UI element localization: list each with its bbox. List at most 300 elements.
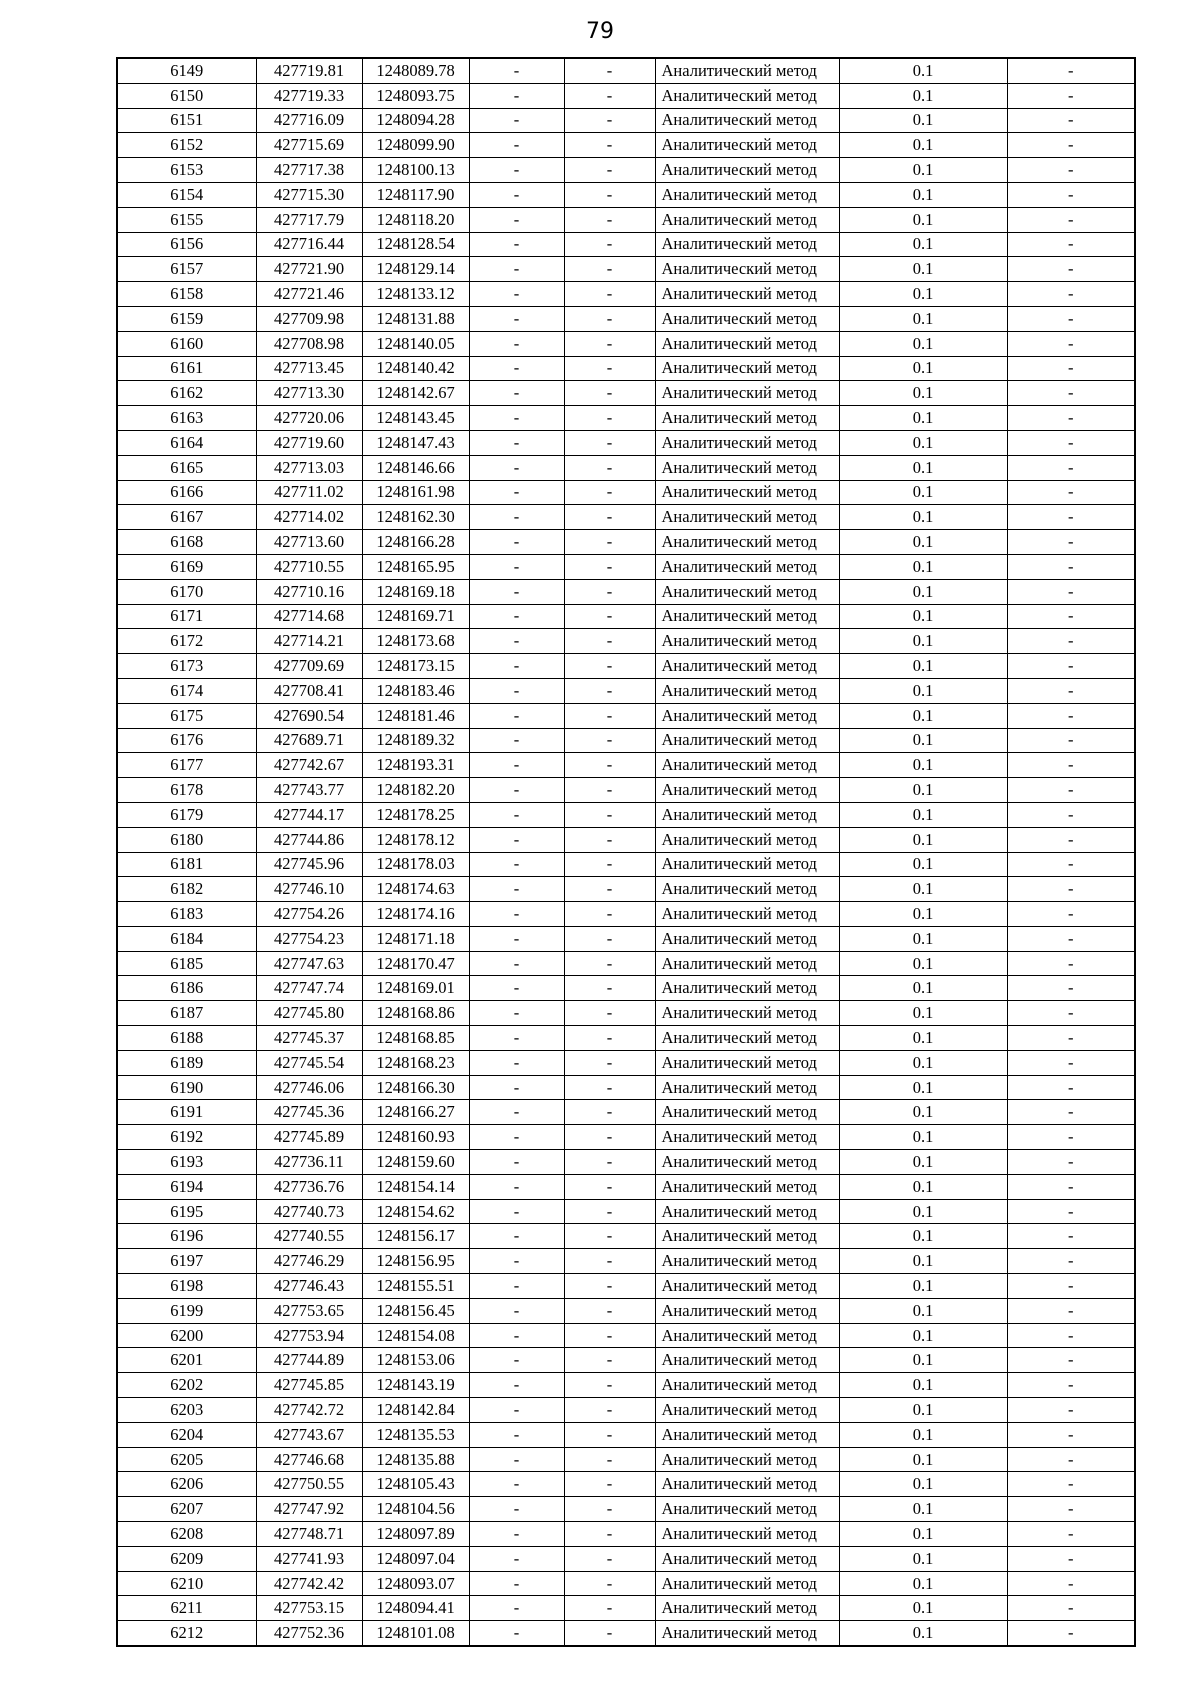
point-number-cell: 6155 (117, 207, 256, 232)
method-cell: Аналитический метод (655, 158, 839, 183)
y-coordinate-cell: 1248173.15 (362, 654, 469, 679)
method-cell: Аналитический метод (655, 455, 839, 480)
point-number-cell: 6194 (117, 1174, 256, 1199)
point-number-cell: 6203 (117, 1398, 256, 1423)
y-coordinate-cell: 1248093.75 (362, 83, 469, 108)
y-coordinate-cell: 1248182.20 (362, 778, 469, 803)
empty-cell-a: - (469, 1150, 564, 1175)
empty-cell-c: - (1007, 802, 1135, 827)
table-row (117, 604, 1135, 629)
empty-cell-c: - (1007, 1323, 1135, 1348)
x-coordinate-cell: 427708.41 (256, 678, 362, 703)
empty-cell-b: - (564, 1001, 655, 1026)
empty-cell-a: - (469, 1596, 564, 1621)
empty-cell-a: - (469, 158, 564, 183)
method-cell: Аналитический метод (655, 802, 839, 827)
accuracy-cell: 0.1 (839, 1546, 1007, 1571)
x-coordinate-cell: 427748.71 (256, 1522, 362, 1547)
table-row (117, 331, 1135, 356)
accuracy-cell: 0.1 (839, 1199, 1007, 1224)
y-coordinate-cell: 1248169.18 (362, 579, 469, 604)
empty-cell-b: - (564, 232, 655, 257)
accuracy-cell: 0.1 (839, 852, 1007, 877)
empty-cell-b: - (564, 430, 655, 455)
y-coordinate-cell: 1248097.89 (362, 1522, 469, 1547)
empty-cell-c: - (1007, 1298, 1135, 1323)
empty-cell-b: - (564, 1323, 655, 1348)
method-cell: Аналитический метод (655, 728, 839, 753)
x-coordinate-cell: 427740.55 (256, 1224, 362, 1249)
table-row (117, 1100, 1135, 1125)
empty-cell-b: - (564, 1497, 655, 1522)
method-cell: Аналитический метод (655, 579, 839, 604)
y-coordinate-cell: 1248173.68 (362, 629, 469, 654)
table-row (117, 282, 1135, 307)
table-row (117, 133, 1135, 158)
y-coordinate-cell: 1248178.03 (362, 852, 469, 877)
table-row (117, 207, 1135, 232)
empty-cell-a: - (469, 331, 564, 356)
table-row (117, 1472, 1135, 1497)
y-coordinate-cell: 1248169.01 (362, 976, 469, 1001)
method-cell: Аналитический метод (655, 282, 839, 307)
point-number-cell: 6173 (117, 654, 256, 679)
accuracy-cell: 0.1 (839, 480, 1007, 505)
y-coordinate-cell: 1248104.56 (362, 1497, 469, 1522)
accuracy-cell: 0.1 (839, 58, 1007, 83)
empty-cell-b: - (564, 778, 655, 803)
accuracy-cell: 0.1 (839, 1522, 1007, 1547)
y-coordinate-cell: 1248118.20 (362, 207, 469, 232)
empty-cell-b: - (564, 902, 655, 927)
empty-cell-b: - (564, 554, 655, 579)
method-cell: Аналитический метод (655, 703, 839, 728)
method-cell: Аналитический метод (655, 1026, 839, 1051)
method-cell: Аналитический метод (655, 1050, 839, 1075)
table-row (117, 902, 1135, 927)
y-coordinate-cell: 1248174.16 (362, 902, 469, 927)
empty-cell-c: - (1007, 381, 1135, 406)
empty-cell-b: - (564, 1596, 655, 1621)
table-row (117, 827, 1135, 852)
accuracy-cell: 0.1 (839, 133, 1007, 158)
accuracy-cell: 0.1 (839, 257, 1007, 282)
empty-cell-c: - (1007, 1249, 1135, 1274)
empty-cell-c: - (1007, 282, 1135, 307)
y-coordinate-cell: 1248169.71 (362, 604, 469, 629)
table-row (117, 1621, 1135, 1646)
accuracy-cell: 0.1 (839, 1323, 1007, 1348)
empty-cell-a: - (469, 1447, 564, 1472)
point-number-cell: 6154 (117, 182, 256, 207)
x-coordinate-cell: 427753.65 (256, 1298, 362, 1323)
empty-cell-a: - (469, 58, 564, 83)
point-number-cell: 6157 (117, 257, 256, 282)
empty-cell-b: - (564, 505, 655, 530)
y-coordinate-cell: 1248174.63 (362, 877, 469, 902)
method-cell: Аналитический метод (655, 1571, 839, 1596)
accuracy-cell: 0.1 (839, 1447, 1007, 1472)
empty-cell-a: - (469, 1472, 564, 1497)
x-coordinate-cell: 427719.33 (256, 83, 362, 108)
accuracy-cell: 0.1 (839, 629, 1007, 654)
empty-cell-c: - (1007, 926, 1135, 951)
table-row (117, 1224, 1135, 1249)
empty-cell-b: - (564, 852, 655, 877)
table-body (117, 58, 1135, 1646)
empty-cell-a: - (469, 604, 564, 629)
empty-cell-b: - (564, 1546, 655, 1571)
point-number-cell: 6186 (117, 976, 256, 1001)
point-number-cell: 6181 (117, 852, 256, 877)
method-cell: Аналитический метод (655, 753, 839, 778)
y-coordinate-cell: 1248129.14 (362, 257, 469, 282)
empty-cell-c: - (1007, 232, 1135, 257)
y-coordinate-cell: 1248181.46 (362, 703, 469, 728)
x-coordinate-cell: 427742.72 (256, 1398, 362, 1423)
empty-cell-c: - (1007, 852, 1135, 877)
x-coordinate-cell: 427708.98 (256, 331, 362, 356)
empty-cell-b: - (564, 703, 655, 728)
point-number-cell: 6212 (117, 1621, 256, 1646)
table-row (117, 877, 1135, 902)
empty-cell-b: - (564, 753, 655, 778)
empty-cell-b: - (564, 282, 655, 307)
x-coordinate-cell: 427721.90 (256, 257, 362, 282)
empty-cell-a: - (469, 1621, 564, 1646)
empty-cell-c: - (1007, 158, 1135, 183)
empty-cell-b: - (564, 951, 655, 976)
method-cell: Аналитический метод (655, 778, 839, 803)
table-row (117, 1001, 1135, 1026)
empty-cell-b: - (564, 1571, 655, 1596)
y-coordinate-cell: 1248183.46 (362, 678, 469, 703)
method-cell: Аналитический метод (655, 1224, 839, 1249)
empty-cell-c: - (1007, 629, 1135, 654)
empty-cell-b: - (564, 1447, 655, 1472)
y-coordinate-cell: 1248128.54 (362, 232, 469, 257)
point-number-cell: 6158 (117, 282, 256, 307)
empty-cell-c: - (1007, 728, 1135, 753)
accuracy-cell: 0.1 (839, 1224, 1007, 1249)
empty-cell-c: - (1007, 1274, 1135, 1299)
empty-cell-b: - (564, 877, 655, 902)
empty-cell-a: - (469, 753, 564, 778)
empty-cell-a: - (469, 827, 564, 852)
empty-cell-a: - (469, 108, 564, 133)
table-row (117, 753, 1135, 778)
y-coordinate-cell: 1248101.08 (362, 1621, 469, 1646)
point-number-cell: 6174 (117, 678, 256, 703)
empty-cell-c: - (1007, 1571, 1135, 1596)
method-cell: Аналитический метод (655, 133, 839, 158)
y-coordinate-cell: 1248166.30 (362, 1075, 469, 1100)
accuracy-cell: 0.1 (839, 604, 1007, 629)
method-cell: Аналитический метод (655, 1546, 839, 1571)
x-coordinate-cell: 427713.03 (256, 455, 362, 480)
empty-cell-a: - (469, 1050, 564, 1075)
y-coordinate-cell: 1248159.60 (362, 1150, 469, 1175)
table-row (117, 257, 1135, 282)
method-cell: Аналитический метод (655, 1298, 839, 1323)
x-coordinate-cell: 427717.38 (256, 158, 362, 183)
method-cell: Аналитический метод (655, 1447, 839, 1472)
accuracy-cell: 0.1 (839, 282, 1007, 307)
point-number-cell: 6164 (117, 430, 256, 455)
point-number-cell: 6150 (117, 83, 256, 108)
accuracy-cell: 0.1 (839, 406, 1007, 431)
empty-cell-a: - (469, 678, 564, 703)
empty-cell-a: - (469, 306, 564, 331)
point-number-cell: 6191 (117, 1100, 256, 1125)
accuracy-cell: 0.1 (839, 778, 1007, 803)
y-coordinate-cell: 1248171.18 (362, 926, 469, 951)
y-coordinate-cell: 1248168.23 (362, 1050, 469, 1075)
method-cell: Аналитический метод (655, 1472, 839, 1497)
point-number-cell: 6156 (117, 232, 256, 257)
table-row (117, 406, 1135, 431)
x-coordinate-cell: 427714.68 (256, 604, 362, 629)
table-row (117, 1546, 1135, 1571)
point-number-cell: 6188 (117, 1026, 256, 1051)
empty-cell-c: - (1007, 1150, 1135, 1175)
method-cell: Аналитический метод (655, 951, 839, 976)
method-cell: Аналитический метод (655, 1422, 839, 1447)
empty-cell-b: - (564, 1274, 655, 1299)
empty-cell-c: - (1007, 83, 1135, 108)
empty-cell-a: - (469, 976, 564, 1001)
empty-cell-c: - (1007, 1422, 1135, 1447)
x-coordinate-cell: 427716.09 (256, 108, 362, 133)
y-coordinate-cell: 1248097.04 (362, 1546, 469, 1571)
x-coordinate-cell: 427745.89 (256, 1125, 362, 1150)
accuracy-cell: 0.1 (839, 1596, 1007, 1621)
empty-cell-a: - (469, 802, 564, 827)
table-row (117, 1497, 1135, 1522)
table-row (117, 1150, 1135, 1175)
empty-cell-c: - (1007, 1522, 1135, 1547)
empty-cell-c: - (1007, 1174, 1135, 1199)
empty-cell-a: - (469, 1323, 564, 1348)
accuracy-cell: 0.1 (839, 306, 1007, 331)
accuracy-cell: 0.1 (839, 1348, 1007, 1373)
x-coordinate-cell: 427750.55 (256, 1472, 362, 1497)
method-cell: Аналитический метод (655, 1100, 839, 1125)
table-row (117, 1125, 1135, 1150)
x-coordinate-cell: 427721.46 (256, 282, 362, 307)
x-coordinate-cell: 427715.30 (256, 182, 362, 207)
method-cell: Аналитический метод (655, 1274, 839, 1299)
page-number: 79 (586, 19, 614, 44)
empty-cell-a: - (469, 1125, 564, 1150)
point-number-cell: 6175 (117, 703, 256, 728)
y-coordinate-cell: 1248131.88 (362, 306, 469, 331)
y-coordinate-cell: 1248154.08 (362, 1323, 469, 1348)
y-coordinate-cell: 1248089.78 (362, 58, 469, 83)
point-number-cell: 6208 (117, 1522, 256, 1547)
y-coordinate-cell: 1248143.45 (362, 406, 469, 431)
empty-cell-b: - (564, 406, 655, 431)
empty-cell-b: - (564, 1298, 655, 1323)
empty-cell-b: - (564, 480, 655, 505)
point-number-cell: 6199 (117, 1298, 256, 1323)
x-coordinate-cell: 427710.55 (256, 554, 362, 579)
accuracy-cell: 0.1 (839, 728, 1007, 753)
empty-cell-a: - (469, 1497, 564, 1522)
empty-cell-a: - (469, 1522, 564, 1547)
accuracy-cell: 0.1 (839, 430, 1007, 455)
table-row (117, 455, 1135, 480)
table-row (117, 430, 1135, 455)
point-number-cell: 6179 (117, 802, 256, 827)
empty-cell-a: - (469, 926, 564, 951)
x-coordinate-cell: 427745.37 (256, 1026, 362, 1051)
point-number-cell: 6171 (117, 604, 256, 629)
accuracy-cell: 0.1 (839, 1298, 1007, 1323)
table-row (117, 1075, 1135, 1100)
point-number-cell: 6159 (117, 306, 256, 331)
empty-cell-b: - (564, 1075, 655, 1100)
accuracy-cell: 0.1 (839, 1571, 1007, 1596)
table-row (117, 83, 1135, 108)
table-row (117, 976, 1135, 1001)
accuracy-cell: 0.1 (839, 902, 1007, 927)
table-row (117, 1174, 1135, 1199)
point-number-cell: 6166 (117, 480, 256, 505)
accuracy-cell: 0.1 (839, 1274, 1007, 1299)
method-cell: Аналитический метод (655, 1596, 839, 1621)
table-row (117, 1298, 1135, 1323)
table-row (117, 629, 1135, 654)
empty-cell-c: - (1007, 1398, 1135, 1423)
table-row (117, 1026, 1135, 1051)
empty-cell-a: - (469, 1398, 564, 1423)
method-cell: Аналитический метод (655, 1323, 839, 1348)
accuracy-cell: 0.1 (839, 530, 1007, 555)
x-coordinate-cell: 427745.36 (256, 1100, 362, 1125)
table-row (117, 678, 1135, 703)
accuracy-cell: 0.1 (839, 1050, 1007, 1075)
empty-cell-c: - (1007, 1199, 1135, 1224)
empty-cell-a: - (469, 1422, 564, 1447)
empty-cell-c: - (1007, 1472, 1135, 1497)
empty-cell-b: - (564, 182, 655, 207)
empty-cell-b: - (564, 604, 655, 629)
table-row (117, 182, 1135, 207)
x-coordinate-cell: 427744.89 (256, 1348, 362, 1373)
x-coordinate-cell: 427745.85 (256, 1373, 362, 1398)
empty-cell-c: - (1007, 1224, 1135, 1249)
y-coordinate-cell: 1248168.85 (362, 1026, 469, 1051)
empty-cell-b: - (564, 133, 655, 158)
point-number-cell: 6211 (117, 1596, 256, 1621)
accuracy-cell: 0.1 (839, 654, 1007, 679)
table-row (117, 158, 1135, 183)
accuracy-cell: 0.1 (839, 1373, 1007, 1398)
empty-cell-c: - (1007, 753, 1135, 778)
method-cell: Аналитический метод (655, 232, 839, 257)
empty-cell-c: - (1007, 678, 1135, 703)
method-cell: Аналитический метод (655, 654, 839, 679)
empty-cell-b: - (564, 306, 655, 331)
point-number-cell: 6183 (117, 902, 256, 927)
empty-cell-a: - (469, 1571, 564, 1596)
table-row (117, 579, 1135, 604)
empty-cell-a: - (469, 877, 564, 902)
table-row (117, 356, 1135, 381)
accuracy-cell: 0.1 (839, 1398, 1007, 1423)
y-coordinate-cell: 1248094.41 (362, 1596, 469, 1621)
empty-cell-b: - (564, 654, 655, 679)
empty-cell-a: - (469, 1274, 564, 1299)
y-coordinate-cell: 1248166.27 (362, 1100, 469, 1125)
empty-cell-c: - (1007, 530, 1135, 555)
accuracy-cell: 0.1 (839, 331, 1007, 356)
x-coordinate-cell: 427753.15 (256, 1596, 362, 1621)
empty-cell-c: - (1007, 1050, 1135, 1075)
accuracy-cell: 0.1 (839, 1150, 1007, 1175)
accuracy-cell: 0.1 (839, 1249, 1007, 1274)
table-row (117, 778, 1135, 803)
x-coordinate-cell: 427747.63 (256, 951, 362, 976)
x-coordinate-cell: 427719.81 (256, 58, 362, 83)
empty-cell-a: - (469, 1001, 564, 1026)
y-coordinate-cell: 1248156.45 (362, 1298, 469, 1323)
table-row (117, 108, 1135, 133)
table-row (117, 1373, 1135, 1398)
empty-cell-c: - (1007, 554, 1135, 579)
empty-cell-a: - (469, 232, 564, 257)
empty-cell-b: - (564, 1050, 655, 1075)
y-coordinate-cell: 1248100.13 (362, 158, 469, 183)
y-coordinate-cell: 1248178.25 (362, 802, 469, 827)
empty-cell-b: - (564, 579, 655, 604)
point-number-cell: 6162 (117, 381, 256, 406)
x-coordinate-cell: 427743.67 (256, 1422, 362, 1447)
y-coordinate-cell: 1248143.19 (362, 1373, 469, 1398)
empty-cell-c: - (1007, 778, 1135, 803)
x-coordinate-cell: 427736.11 (256, 1150, 362, 1175)
x-coordinate-cell: 427709.69 (256, 654, 362, 679)
x-coordinate-cell: 427747.92 (256, 1497, 362, 1522)
method-cell: Аналитический метод (655, 83, 839, 108)
empty-cell-a: - (469, 182, 564, 207)
method-cell: Аналитический метод (655, 406, 839, 431)
accuracy-cell: 0.1 (839, 1100, 1007, 1125)
point-number-cell: 6176 (117, 728, 256, 753)
point-number-cell: 6195 (117, 1199, 256, 1224)
empty-cell-c: - (1007, 1348, 1135, 1373)
y-coordinate-cell: 1248153.06 (362, 1348, 469, 1373)
x-coordinate-cell: 427746.29 (256, 1249, 362, 1274)
method-cell: Аналитический метод (655, 306, 839, 331)
table-row (117, 1447, 1135, 1472)
accuracy-cell: 0.1 (839, 976, 1007, 1001)
empty-cell-c: - (1007, 133, 1135, 158)
y-coordinate-cell: 1248093.07 (362, 1571, 469, 1596)
x-coordinate-cell: 427746.43 (256, 1274, 362, 1299)
y-coordinate-cell: 1248133.12 (362, 282, 469, 307)
accuracy-cell: 0.1 (839, 1621, 1007, 1646)
empty-cell-a: - (469, 1373, 564, 1398)
accuracy-cell: 0.1 (839, 381, 1007, 406)
empty-cell-a: - (469, 1199, 564, 1224)
y-coordinate-cell: 1248135.53 (362, 1422, 469, 1447)
x-coordinate-cell: 427714.21 (256, 629, 362, 654)
y-coordinate-cell: 1248147.43 (362, 430, 469, 455)
y-coordinate-cell: 1248160.93 (362, 1125, 469, 1150)
table-row (117, 1422, 1135, 1447)
